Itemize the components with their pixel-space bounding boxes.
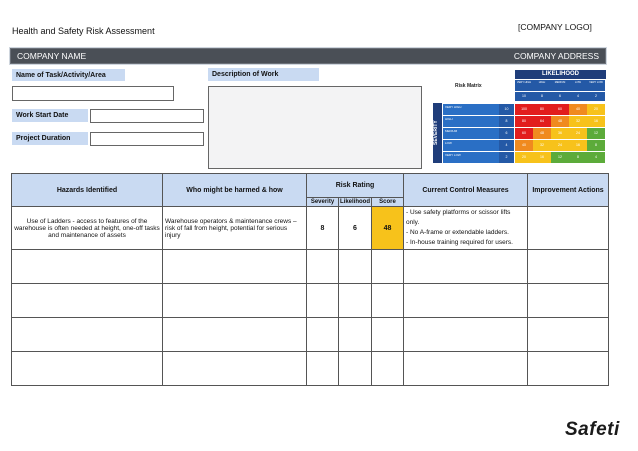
matrix-score-cell: 40 [569,104,587,115]
matrix-score-cell: 32 [533,140,551,151]
brand-logo: Safeti [565,419,620,440]
matrix-score-cell: 80 [515,116,533,127]
duration-label: Project Duration [12,132,88,145]
matrix-score-cell: 80 [533,104,551,115]
likelihood-level-value: 2 [587,92,605,101]
matrix-score-cell: 24 [551,140,569,151]
header-likelihood: Likelihood [340,199,370,205]
task-label: Name of Task/Activity/Area [12,69,125,81]
table-row [12,318,609,352]
matrix-score-cell: 16 [533,152,551,163]
empty-cell[interactable] [372,352,404,386]
header-severity: Severity [307,198,339,207]
empty-cell[interactable] [528,318,609,352]
likelihood-level-label: VERY HIGH [515,80,533,91]
empty-cell[interactable] [372,318,404,352]
empty-cell[interactable] [404,284,528,318]
description-field[interactable] [208,86,422,169]
empty-cell[interactable] [372,250,404,284]
start-date-label: Work Start Date [12,109,88,122]
empty-cell[interactable] [528,284,609,318]
empty-cell[interactable] [307,318,339,352]
matrix-score-cell: 40 [515,140,533,151]
severity-level-value: 8 [499,116,514,127]
likelihood-level-value: 10 [515,92,533,101]
likelihood-level-label: HIGH [533,80,551,91]
empty-cell[interactable] [307,250,339,284]
matrix-score-cell: 16 [587,116,605,127]
company-banner [10,48,606,64]
header-score: Score [372,198,404,207]
matrix-score-cell: 12 [551,152,569,163]
empty-cell[interactable] [339,352,372,386]
company-name[interactable]: COMPANY NAME [17,51,87,61]
document-title: Health and Safety Risk Assessment [12,26,155,36]
likelihood-level-value: 8 [533,92,551,101]
likelihood-level-label: VERY LOW [587,80,605,91]
who-cell[interactable]: Warehouse operators & maintenance crews – risk of fall from height, potential for serious injury [163,207,307,250]
header-controls: Current Control Measures [404,174,528,207]
severity-level-value: 10 [499,104,514,115]
table-row [12,250,609,284]
matrix-score-cell: 36 [551,128,569,139]
matrix-score-cell: 24 [569,128,587,139]
header-who: Who might be harmed & how [163,174,307,207]
empty-cell[interactable] [163,318,307,352]
controls-cell[interactable] [404,207,528,250]
table-row [12,352,609,386]
severity-title: SEVERITY [433,103,442,163]
empty-cell[interactable] [163,352,307,386]
severity-level-value: 6 [499,128,514,139]
severity-level-label: HIGH [443,116,499,127]
score-cell[interactable]: 48 [372,207,404,250]
severity-level-label: MEDIUM [443,128,499,139]
empty-cell[interactable] [339,250,372,284]
matrix-score-cell: 32 [569,116,587,127]
risk-matrix-title: Risk Matrix [455,83,482,89]
empty-cell[interactable] [339,284,372,318]
empty-cell[interactable] [307,284,339,318]
table-row [12,207,609,250]
empty-cell[interactable] [12,284,163,318]
risk-table [11,173,609,386]
empty-cell[interactable] [372,284,404,318]
description-label: Description of Work [208,68,319,81]
likelihood-level-value: 6 [551,92,569,101]
matrix-score-cell: 60 [551,104,569,115]
empty-cell[interactable] [528,250,609,284]
matrix-score-cell: 20 [587,104,605,115]
likelihood-cell[interactable]: 6 [339,207,372,250]
empty-cell[interactable] [163,250,307,284]
severity-level-value: 4 [499,140,514,151]
severity-level-label: VERY LOW [443,152,499,163]
matrix-score-cell: 8 [569,152,587,163]
empty-cell[interactable] [528,352,609,386]
improvements-cell[interactable] [528,207,609,250]
control-item: - In-house training required for users. [406,239,513,246]
matrix-score-cell: 16 [569,140,587,151]
matrix-score-cell: 48 [551,116,569,127]
matrix-score-cell: 12 [587,128,605,139]
empty-cell[interactable] [404,352,528,386]
severity-cell[interactable]: 8 [307,207,339,250]
empty-cell[interactable] [307,352,339,386]
start-date-field[interactable] [90,109,204,123]
hazard-cell[interactable]: Use of Ladders - access to features of the warehouse is often needed at height, one-off tasks and maintenance of assets [12,207,163,250]
empty-cell[interactable] [12,318,163,352]
header-risk-rating: Risk Rating [307,174,404,198]
header-hazards: Hazards Identified [12,174,163,207]
matrix-score-cell: 60 [515,128,533,139]
matrix-score-cell: 48 [533,128,551,139]
matrix-score-cell: 4 [587,152,605,163]
empty-cell[interactable] [12,352,163,386]
matrix-score-cell: 20 [515,152,533,163]
control-item: - Use safety platforms or scissor lifts only. [406,209,511,226]
likelihood-level-value: 4 [569,92,587,101]
likelihood-title: LIKELIHOOD [515,70,606,79]
table-row [12,284,609,318]
severity-level-label: VERY HIGH [443,104,499,115]
control-item: - No A-frame or extendable ladders. [406,229,509,236]
header-improvements: Improvement Actions [528,174,609,207]
matrix-score-cell: 64 [533,116,551,127]
task-field[interactable] [12,86,174,101]
duration-field[interactable] [90,132,204,146]
empty-cell[interactable] [404,250,528,284]
likelihood-level-label: LOW [569,80,587,91]
matrix-score-cell: 100 [515,104,533,115]
empty-cell[interactable] [404,318,528,352]
matrix-score-cell: 8 [587,140,605,151]
empty-cell[interactable] [163,284,307,318]
empty-cell[interactable] [339,318,372,352]
severity-level-label: LOW [443,140,499,151]
empty-cell[interactable] [12,250,163,284]
severity-level-value: 2 [499,152,514,163]
likelihood-level-label: MEDIUM [551,80,569,91]
company-address[interactable]: COMPANY ADDRESS [513,51,599,61]
company-logo-placeholder: [COMPANY LOGO] [518,22,592,32]
